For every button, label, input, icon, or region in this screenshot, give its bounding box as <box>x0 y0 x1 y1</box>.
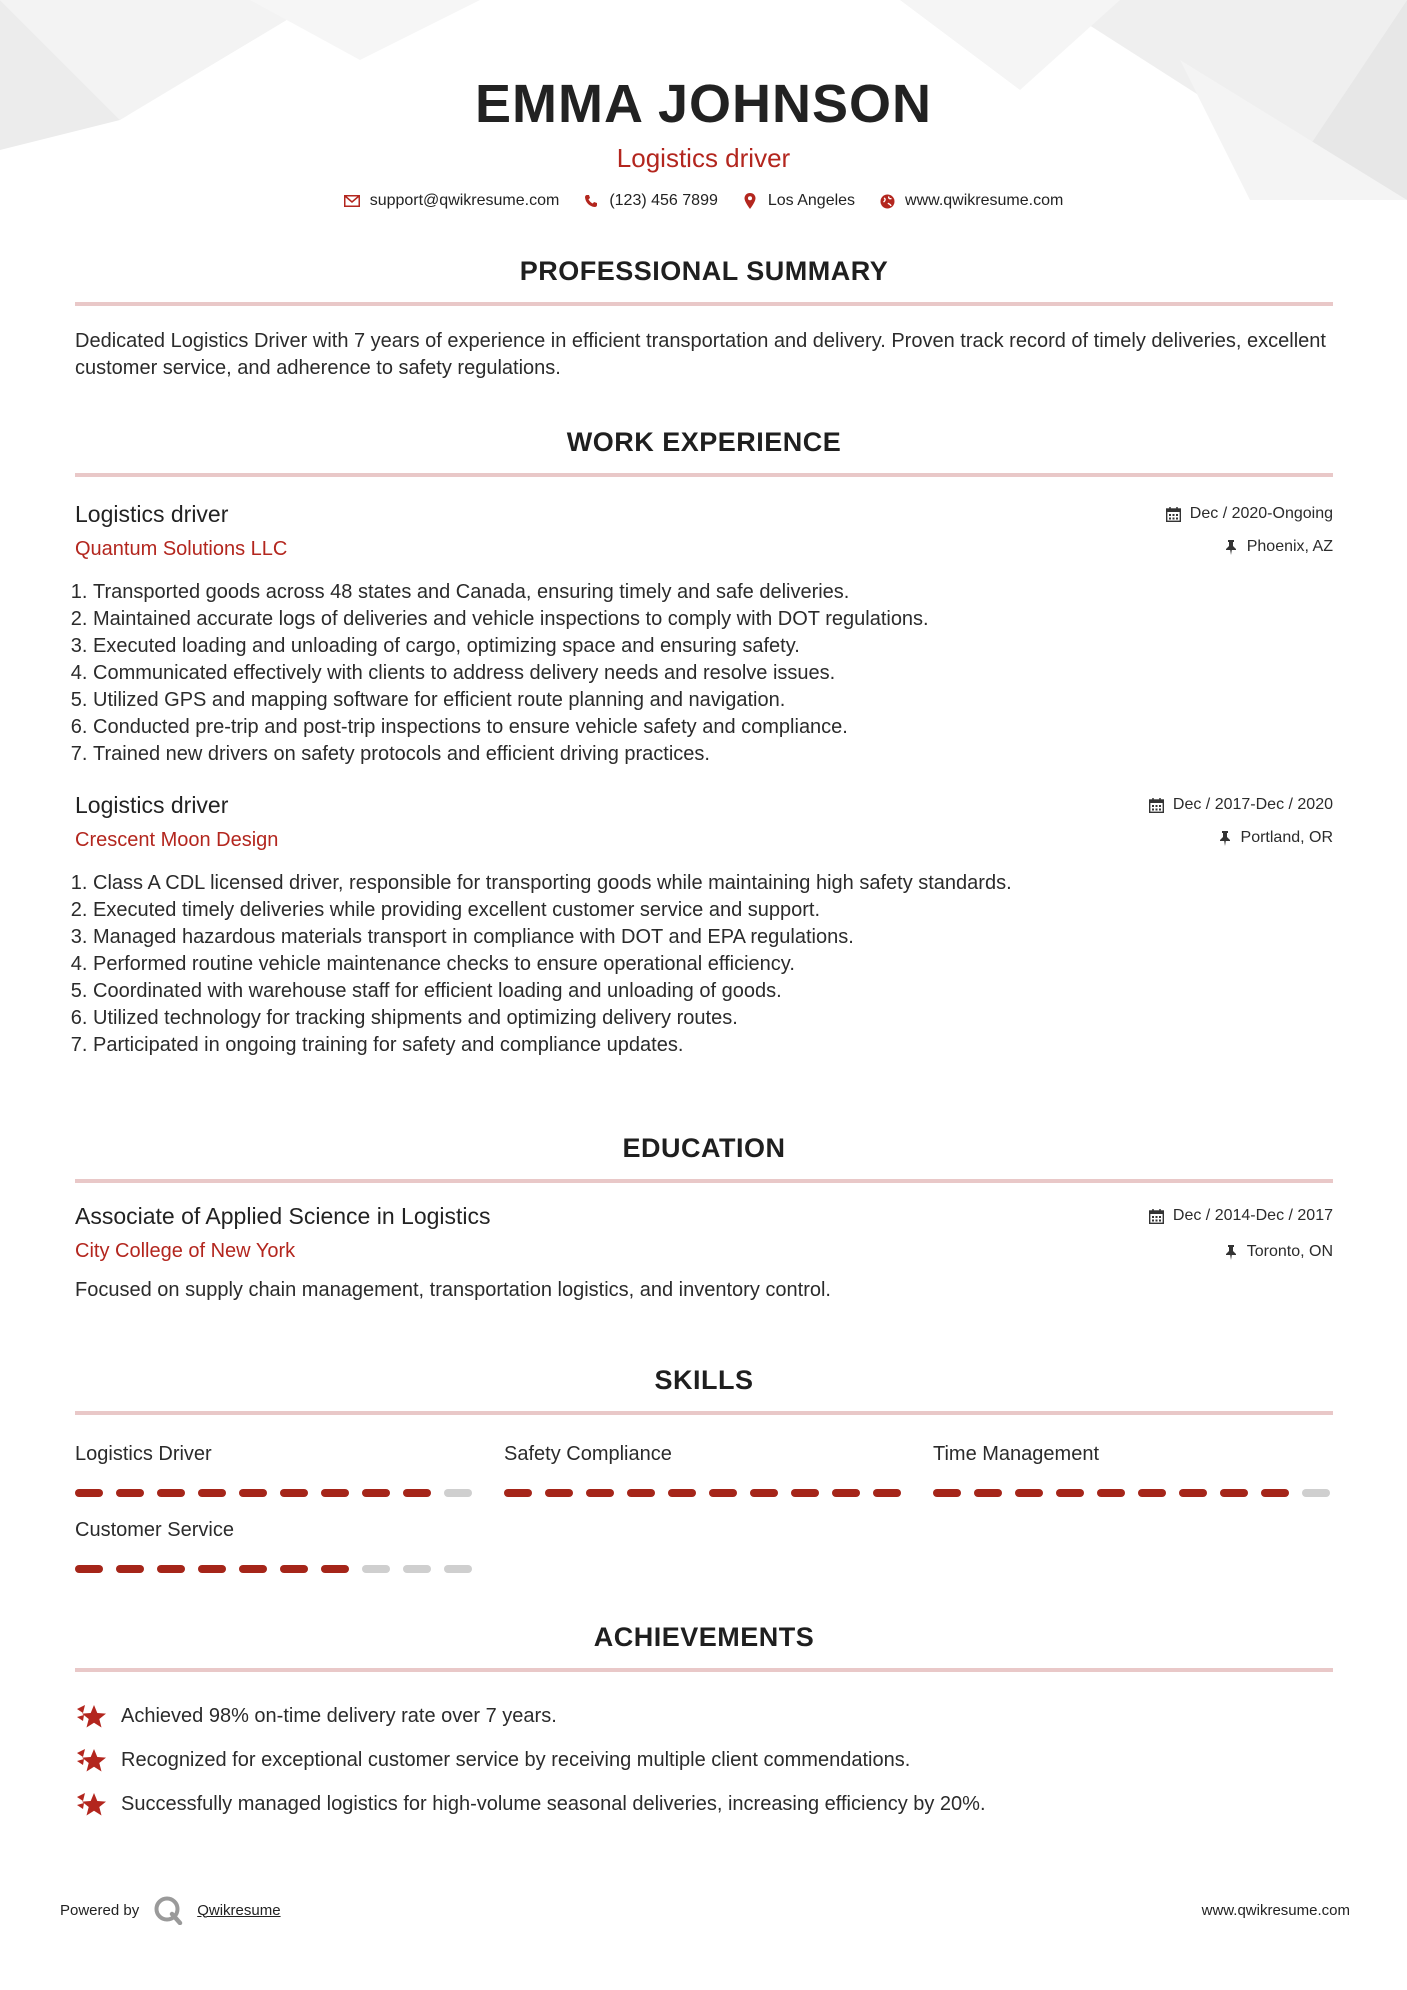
star-medal-icon <box>75 1701 107 1731</box>
education-description: Focused on supply chain management, transportation logistics, and inventory control. <box>75 1279 831 1301</box>
pushpin-icon <box>1217 830 1233 846</box>
section-divider <box>75 302 1333 306</box>
skill-level-filled-segment <box>157 1489 185 1497</box>
skill-level-filled-segment <box>791 1489 819 1497</box>
contact-website-text: www.qwikresume.com <box>905 192 1064 209</box>
skill-name: Time Management <box>933 1443 1099 1465</box>
map-pin-icon <box>742 193 758 209</box>
experience-section <box>75 425 1333 1059</box>
skill-level-filled-segment <box>974 1489 1002 1497</box>
globe-icon <box>879 193 895 209</box>
skills-grid <box>75 1441 1333 1573</box>
achievement-text: Achieved 98% on-time delivery rate over 7 years. <box>121 1704 557 1727</box>
skill-name: Logistics Driver <box>75 1443 212 1465</box>
achievement-item <box>75 1738 1333 1782</box>
skill-level-filled-segment <box>933 1489 961 1497</box>
contact-phone-text: (123) 456 7899 <box>609 192 718 209</box>
job-location-text: Portland, OR <box>1240 829 1333 846</box>
list-item: 5. Utilized GPS and mapping software for efficient route planning and navigation. <box>93 687 1333 714</box>
candidate-role: Logistics driver <box>616 143 791 173</box>
skill-level-filled-segment <box>321 1565 349 1573</box>
skill-level-filled-segment <box>198 1565 226 1573</box>
calendar-icon <box>1149 1208 1165 1224</box>
achievements-list <box>75 1694 1333 1826</box>
achievement-item <box>75 1782 1333 1826</box>
star-medal-icon <box>75 1745 107 1775</box>
skill-item <box>75 1441 475 1497</box>
skill-level-filled-segment <box>1220 1489 1248 1497</box>
job-company: Quantum Solutions LLC <box>75 538 288 560</box>
list-item: 3. Executed loading and unloading of cargo, optimizing space and ensuring safety. <box>93 633 1333 660</box>
job-location <box>1149 827 1333 849</box>
skill-level-filled-segment <box>873 1489 901 1497</box>
achievement-item <box>75 1694 1333 1738</box>
skill-level-filled-segment <box>586 1489 614 1497</box>
skill-level-filled-segment <box>280 1565 308 1573</box>
list-item: 6. Conducted pre-trip and post-trip inspections to ensure vehicle safety and compliance. <box>93 714 1333 741</box>
section-divider <box>75 1411 1333 1415</box>
education-meta <box>1149 1205 1333 1263</box>
skill-level-filled-segment <box>75 1565 103 1573</box>
job-responsibilities <box>75 870 1333 1059</box>
job-meta <box>1166 503 1333 558</box>
skill-level-filled-segment <box>321 1489 349 1497</box>
section-divider <box>75 473 1333 477</box>
job-dates <box>1149 794 1333 816</box>
skill-level-empty-segment <box>403 1565 431 1573</box>
list-item: 7. Participated in ongoing training for safety and compliance updates. <box>93 1032 1333 1059</box>
page-footer <box>60 1895 1350 1925</box>
summary-text: Dedicated Logistics Driver with 7 years of experience in efficient transportation and delivery. Proven track record of timely deliveries, excellent customer service, and adherence to safety regulations. <box>75 330 1326 379</box>
achievements-heading: ACHIEVEMENTS <box>593 1622 815 1652</box>
skill-name: Safety Compliance <box>504 1443 672 1465</box>
skill-level-filled-segment <box>116 1565 144 1573</box>
skill-level-filled-segment <box>832 1489 860 1497</box>
skill-level-filled-segment <box>1056 1489 1084 1497</box>
resume-header <box>0 0 1407 210</box>
skill-level-filled-segment <box>1097 1489 1125 1497</box>
skill-level-filled-segment <box>750 1489 778 1497</box>
calendar-icon <box>1149 797 1165 813</box>
skill-level-filled-segment <box>239 1489 267 1497</box>
skill-level-bar <box>75 1489 475 1497</box>
degree-title: Associate of Applied Science in Logistics <box>75 1203 491 1229</box>
pushpin-icon <box>1223 539 1239 555</box>
job-entry <box>75 790 1333 1059</box>
skill-level-filled-segment <box>362 1489 390 1497</box>
contact-bar <box>0 192 1407 210</box>
list-item: 7. Trained new drivers on safety protocols and efficient driving practices. <box>93 741 1333 768</box>
list-item: 4. Communicated effectively with clients to address delivery needs and resolve issues. <box>93 660 1333 687</box>
education-location <box>1149 1241 1333 1263</box>
envelope-icon <box>344 193 360 209</box>
summary-heading: PROFESSIONAL SUMMARY <box>519 256 889 286</box>
skill-level-filled-segment <box>545 1489 573 1497</box>
skill-level-empty-segment <box>444 1565 472 1573</box>
job-location-text: Phoenix, AZ <box>1246 538 1333 555</box>
contact-location-text: Los Angeles <box>767 192 856 209</box>
skill-item <box>75 1517 475 1573</box>
skill-level-filled-segment <box>239 1565 267 1573</box>
job-dates <box>1166 503 1333 525</box>
skill-level-filled-segment <box>75 1489 103 1497</box>
skill-level-filled-segment <box>709 1489 737 1497</box>
qwikresume-logo-icon <box>153 1895 183 1925</box>
achievements-section <box>75 1620 1333 1826</box>
star-medal-icon <box>75 1789 107 1819</box>
achievement-text: Recognized for exceptional customer service by receiving multiple client commendations. <box>121 1748 911 1771</box>
powered-by <box>60 1895 281 1925</box>
skill-level-empty-segment <box>362 1565 390 1573</box>
calendar-icon <box>1166 506 1182 522</box>
job-title: Logistics driver <box>75 501 229 527</box>
skill-level-bar <box>504 1489 904 1497</box>
contact-phone[interactable] <box>583 192 718 210</box>
summary-section <box>75 254 1333 382</box>
job-location <box>1166 536 1333 558</box>
candidate-name: EMMA JOHNSON <box>474 74 933 134</box>
job-meta <box>1149 794 1333 849</box>
skill-level-empty-segment <box>1302 1489 1330 1497</box>
skills-heading: SKILLS <box>654 1365 754 1395</box>
skill-level-filled-segment <box>1138 1489 1166 1497</box>
list-item: 1. Transported goods across 48 states and Canada, ensuring timely and safe deliveries. <box>93 579 1333 606</box>
skill-level-empty-segment <box>444 1489 472 1497</box>
list-item: 6. Utilized technology for tracking shipments and optimizing delivery routes. <box>93 1005 1333 1032</box>
section-divider <box>75 1668 1333 1672</box>
job-title: Logistics driver <box>75 792 229 818</box>
skill-level-filled-segment <box>157 1565 185 1573</box>
experience-heading: WORK EXPERIENCE <box>566 427 842 457</box>
education-location-text: Toronto, ON <box>1246 1243 1333 1260</box>
school-name: City College of New York <box>75 1240 296 1262</box>
list-item: 3. Managed hazardous materials transport in compliance with DOT and EPA regulations. <box>93 924 1333 951</box>
skills-section <box>75 1363 1333 1573</box>
education-entry <box>75 1201 1333 1304</box>
list-item: 2. Executed timely deliveries while providing excellent customer service and support. <box>93 897 1333 924</box>
skill-level-bar <box>75 1565 475 1573</box>
education-heading: EDUCATION <box>622 1133 786 1163</box>
job-company: Crescent Moon Design <box>75 829 279 851</box>
skill-item <box>933 1441 1333 1497</box>
education-dates <box>1149 1205 1333 1227</box>
education-section <box>75 1131 1333 1304</box>
skill-level-filled-segment <box>116 1489 144 1497</box>
skill-level-filled-segment <box>198 1489 226 1497</box>
skill-level-filled-segment <box>668 1489 696 1497</box>
job-dates-text: Dec / 2020-Ongoing <box>1189 505 1333 522</box>
skill-level-bar <box>933 1489 1333 1497</box>
list-item: 2. Maintained accurate logs of deliveries and vehicle inspections to comply with DOT regulations. <box>93 606 1333 633</box>
list-item: 1. Class A CDL licensed driver, responsible for transporting goods while maintaining high safety standards. <box>93 870 1333 897</box>
brand-link[interactable]: Qwikresume <box>197 1901 281 1919</box>
education-dates-text: Dec / 2014-Dec / 2017 <box>1172 1207 1333 1224</box>
achievement-text: Successfully managed logistics for high-volume seasonal deliveries, increasing efficiency by 20%. <box>121 1792 986 1815</box>
skill-level-filled-segment <box>1261 1489 1289 1497</box>
footer-website[interactable]: www.qwikresume.com <box>1201 1901 1350 1919</box>
phone-icon <box>583 193 599 209</box>
list-item: 5. Coordinated with warehouse staff for efficient loading and unloading of goods. <box>93 978 1333 1005</box>
powered-by-label: Powered by <box>60 1901 140 1919</box>
skill-item <box>504 1441 904 1497</box>
section-divider <box>75 1179 1333 1183</box>
pushpin-icon <box>1223 1244 1239 1260</box>
contact-location <box>742 192 855 210</box>
skill-level-filled-segment <box>627 1489 655 1497</box>
list-item: 4. Performed routine vehicle maintenance checks to ensure operational efficiency. <box>93 951 1333 978</box>
job-dates-text: Dec / 2017-Dec / 2020 <box>1172 796 1333 813</box>
job-entry <box>75 499 1333 768</box>
contact-email-text: support@qwikresume.com <box>369 192 560 209</box>
skill-level-filled-segment <box>504 1489 532 1497</box>
skill-level-filled-segment <box>403 1489 431 1497</box>
job-responsibilities <box>75 579 1333 768</box>
contact-website[interactable] <box>879 192 1063 210</box>
skill-name: Customer Service <box>75 1519 234 1541</box>
contact-email[interactable] <box>344 192 560 210</box>
skill-level-filled-segment <box>1179 1489 1207 1497</box>
skill-level-filled-segment <box>1015 1489 1043 1497</box>
skill-level-filled-segment <box>280 1489 308 1497</box>
